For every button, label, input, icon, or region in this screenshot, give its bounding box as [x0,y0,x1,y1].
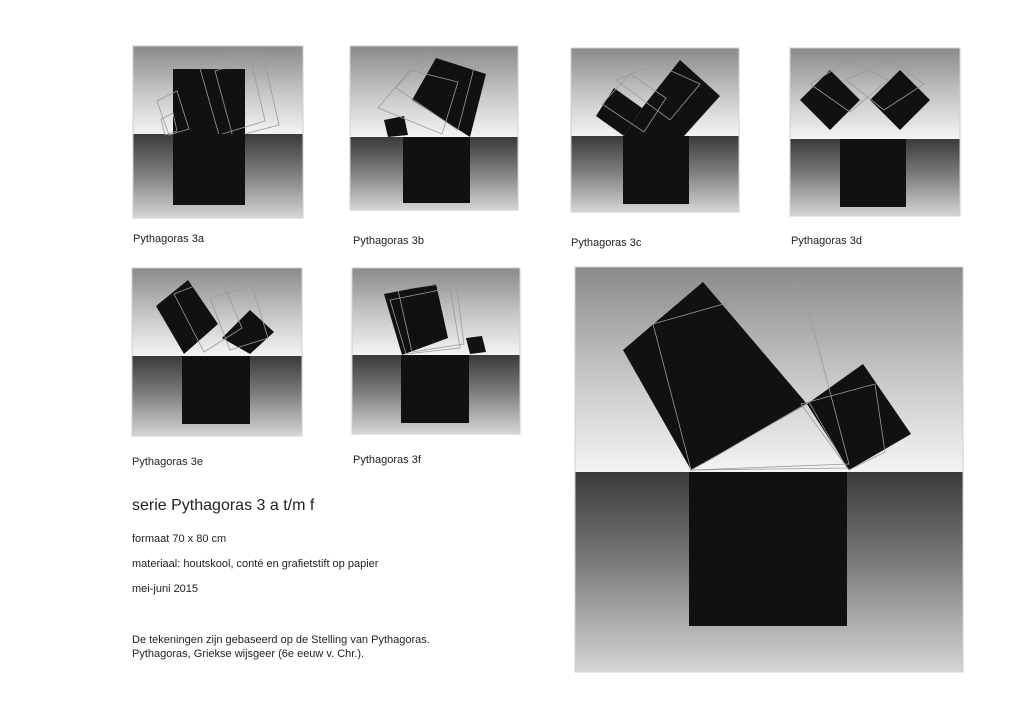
series-description-line2: Pythagoras, Griekse wijsgeer (6e eeuw v. Chr.). [132,648,365,660]
artwork-pythagoras-large [545,240,992,690]
artwork-pythagoras-3b [338,38,531,218]
artwork-pythagoras-3d [780,40,970,226]
drawing-square-base [623,136,689,204]
series-format: formaat 70 x 80 cm [132,533,227,545]
caption-pythagoras-3a: Pythagoras 3a [133,233,204,245]
drawing-square-base [182,356,250,424]
drawing-square-base [840,139,906,207]
artwork-pythagoras-3a [123,41,311,224]
artwork-pythagoras-3c [560,40,750,225]
drawing-square-base [173,134,245,205]
caption-pythagoras-3b: Pythagoras 3b [353,235,424,247]
artwork-pythagoras-3e [122,258,312,446]
artwork-pythagoras-3f [340,258,528,443]
series-material: materiaal: houtskool, conté en grafietstift op papier [132,558,379,570]
caption-pythagoras-3c: Pythagoras 3c [571,237,642,249]
series-title: serie Pythagoras 3 a t/m f [132,497,315,514]
series-description-line1: De tekeningen zijn gebaseerd op de Stelling van Pythagoras. [132,634,430,646]
drawing-square-base [403,137,470,203]
drawing-square-base [689,472,847,626]
caption-pythagoras-3f: Pythagoras 3f [353,454,421,466]
caption-pythagoras-3d: Pythagoras 3d [791,235,862,247]
drawing-square-upper [173,69,245,134]
caption-pythagoras-3e: Pythagoras 3e [132,456,203,468]
series-date: mei-juni 2015 [132,583,199,595]
drawing-square-base [401,355,469,423]
drawing-sky [132,268,302,356]
